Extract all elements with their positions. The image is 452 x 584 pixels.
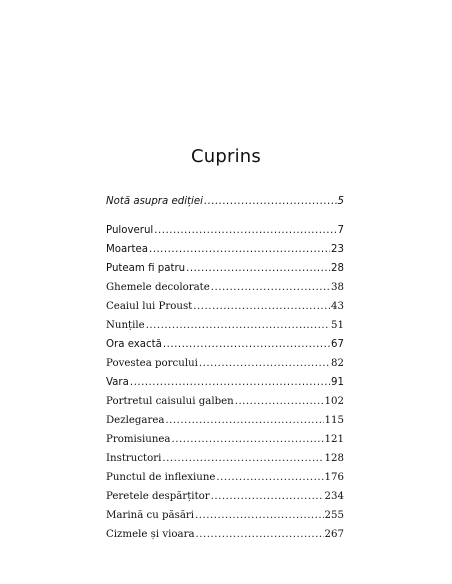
toc-entry: [106, 354, 344, 373]
dot-leader: [199, 354, 330, 373]
dot-leader: [186, 259, 330, 278]
toc-entry-page: 23: [331, 244, 344, 255]
toc-entry-page: 267: [324, 529, 344, 540]
dot-leader: [211, 278, 330, 297]
toc-entry-page: 28: [331, 263, 344, 274]
toc-entry-page: 43: [331, 301, 344, 312]
toc-entry-title: Promisiunea: [106, 434, 171, 445]
toc-entry: [106, 259, 344, 278]
toc-entry-title: Peretele despărțitor: [106, 491, 210, 502]
toc-entry-title: Cizmele și vioara: [106, 529, 195, 540]
dot-leader: [211, 487, 324, 506]
toc-entry: [106, 430, 344, 449]
dot-leader: [204, 192, 337, 211]
toc-entry: [106, 278, 344, 297]
dot-leader: [163, 335, 330, 354]
toc-entry: [106, 221, 344, 240]
toc-entry-page: 91: [331, 377, 344, 388]
toc-entry-title: Punctul de inflexiune: [106, 472, 216, 483]
toc-entry-title: Ceaiul lui Proust: [106, 301, 193, 312]
toc-entry-page: 51: [331, 320, 344, 331]
dot-leader: [196, 525, 324, 544]
toc-entry: [106, 468, 344, 487]
toc-entry: [106, 392, 344, 411]
toc-entry-title: Vara: [106, 377, 129, 388]
toc-entry-page: 7: [337, 225, 344, 236]
toc-entry: [106, 192, 344, 211]
dot-leader: [172, 430, 324, 449]
toc-entry: [106, 316, 344, 335]
toc-entry: [106, 411, 344, 430]
dot-leader: [154, 221, 336, 240]
toc-entry-title: Dezlegarea: [106, 415, 165, 426]
toc-entry-page: 5: [337, 196, 344, 207]
toc-entry: [106, 373, 344, 392]
toc-entry: [106, 297, 344, 316]
toc-entry-page: 115: [324, 415, 344, 426]
toc-entry-page: 102: [324, 396, 344, 407]
toc-entry-title: Puteam fi patru: [106, 263, 186, 274]
toc-entry-page: 255: [324, 510, 344, 521]
toc-entry-page: 38: [331, 282, 344, 293]
toc-entry: [106, 449, 344, 468]
toc-entry-title: Instructori: [106, 453, 162, 464]
toc-entry-title: Povestea porcului: [106, 358, 198, 369]
dot-leader: [193, 297, 330, 316]
toc-entry-title: Nunțile: [106, 320, 145, 331]
toc-entry: [106, 506, 344, 525]
dot-leader: [149, 240, 330, 259]
toc-entry: [106, 487, 344, 506]
table-of-contents: [106, 192, 344, 544]
dot-leader: [130, 373, 330, 392]
toc-entry-page: 67: [331, 339, 344, 350]
toc-entry-page: 121: [324, 434, 344, 445]
toc-entry-title: Notă asupra ediției: [106, 196, 203, 207]
toc-entry-title: Puloverul: [106, 225, 154, 236]
toc-entry: [106, 335, 344, 354]
toc-entry-title: Moartea: [106, 244, 148, 255]
toc-entry-title: Marină cu păsări: [106, 510, 195, 521]
page-title: Cuprins: [191, 146, 261, 167]
toc-entry: [106, 240, 344, 259]
dot-leader: [165, 411, 323, 430]
toc-entry-page: 128: [324, 453, 344, 464]
dot-leader: [216, 468, 323, 487]
dot-leader: [195, 506, 324, 525]
toc-entry-page: 82: [331, 358, 344, 369]
toc-entry-page: 176: [324, 472, 344, 483]
toc-entry-title: Ghemele decolorate: [106, 282, 210, 293]
dot-leader: [235, 392, 324, 411]
dot-leader: [162, 449, 323, 468]
toc-entry: [106, 525, 344, 544]
toc-entry-title: Ora exactă: [106, 339, 162, 350]
dot-leader: [146, 316, 330, 335]
toc-entry-title: Portretul caisului galben: [106, 396, 234, 407]
toc-entry-page: 234: [324, 491, 344, 502]
